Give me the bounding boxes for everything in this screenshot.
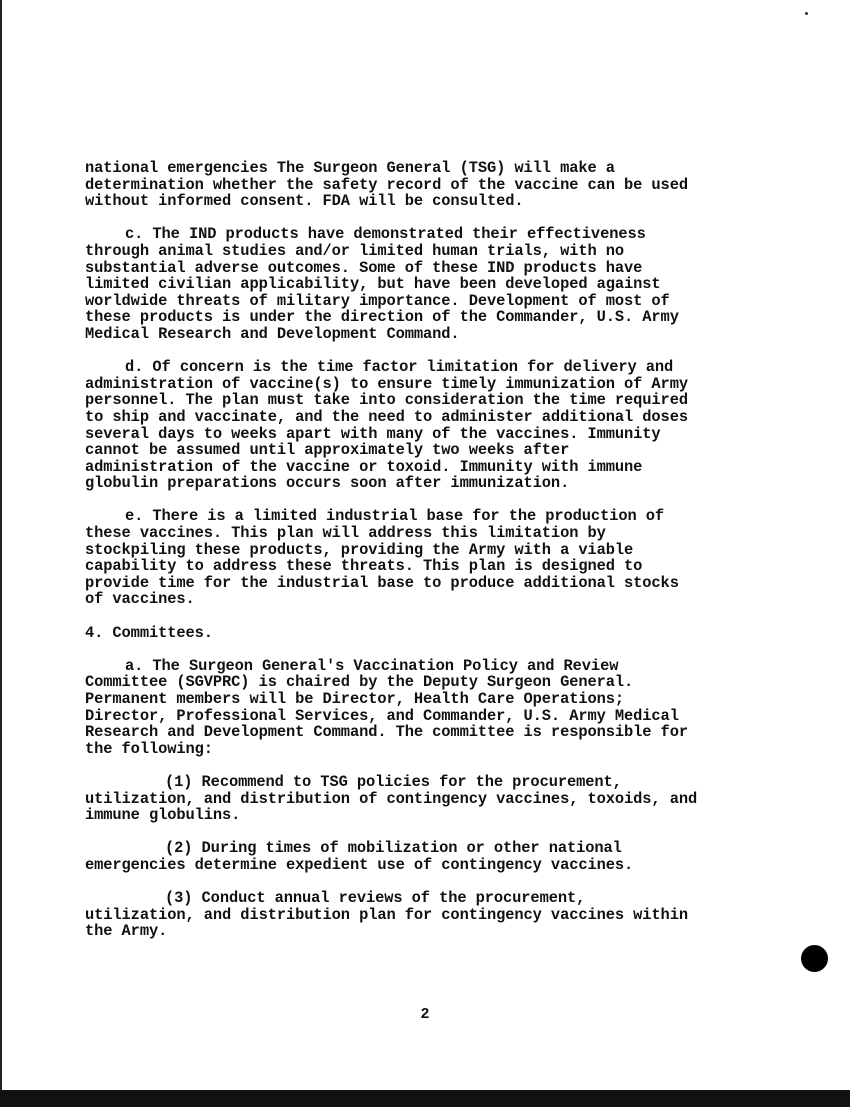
paragraph-e: e. There is a limited industrial base for the production of these vaccines. This plan will address this limitation by stockpiling these products, providing the Army with a viable capability to address these threats. This plan is designed to provide time for the industrial base to produce additional stocks of vaccines.: [85, 507, 679, 609]
list-item-3: (3) Conduct annual reviews of the procurement, utilization, and distribution plan for contingency vaccines within the Army.: [85, 889, 688, 941]
scan-edge-left: [0, 0, 2, 1090]
list-item-2: (2) During times of mobilization or other national emergencies determine expedient use of contingency vaccines.: [85, 839, 634, 874]
section-heading-committees: 4. Committees.: [85, 623, 213, 642]
paragraph-d: d. Of concern is the time factor limitation for delivery and administration of vaccine(s) to ensure timely immunization of Army personnel. The plan must take into consideration the time required to ship and vaccinate, and the need to administer additional doses several days to weeks apart with many of the vaccines. Immunity cannot be assumed until approximately two weeks after administration of the vaccine or toxoid. Immunity with immune globulin preparations occurs soon after immunization.: [85, 358, 688, 493]
paragraph-c: c. The IND products have demonstrated their effectiveness through animal studies and/or limited human trials, with no substantial adverse outcomes. Some of these IND products have limited civilian applicability, but have been developed against worldwide threats of military importance. Development of most of these products is under the direction of the Commander, U.S. Army Medical Research and Development Command.: [85, 225, 679, 343]
document-body: [85, 160, 785, 957]
page-number: 2: [420, 1006, 430, 1023]
scan-edge-bottom: [0, 1090, 850, 1107]
scan-speck: [805, 12, 808, 15]
punch-hole-mark: [801, 945, 828, 972]
list-item-1: (1) Recommend to TSG policies for the procurement, utilization, and distribution of contingency vaccines, toxoids, and immune globulins.: [85, 772, 698, 825]
paragraph-a: a. The Surgeon General's Vaccination Policy and Review Committee (SGVPRC) is chaired by the Deputy Surgeon General. Permanent members will be Director, Health Care Operations; Director, Professional Services, and Commander, U.S. Army Medical Research and Development Command. The committee is responsible for the following:: [85, 656, 688, 758]
paragraph-continuation: national emergencies The Surgeon General (TSG) will make a determination whether the safety record of the vaccine can be used without informed consent. FDA will be consulted.: [85, 159, 688, 211]
